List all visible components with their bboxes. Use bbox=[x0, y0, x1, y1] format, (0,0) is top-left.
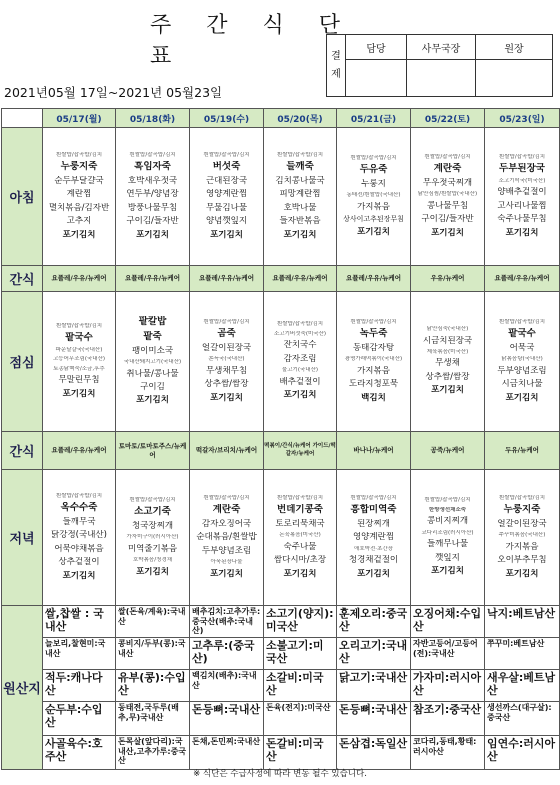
menu-cell: 흰쌀밥/잡곡밥/김치 누룽지죽 얼갈이된장국 쭈꾸미볶음(국내산) 가지볶음 오이부추무침 포기김치 bbox=[485, 470, 560, 606]
snack-cell: 공죽/뉴케어 bbox=[411, 432, 485, 470]
snack-cell: 요플레/우유/뉴케어 bbox=[43, 432, 116, 470]
origin-row bbox=[2, 736, 560, 770]
origin-cell: 쌀(돈육/계육):국내산 bbox=[116, 606, 190, 638]
origin-row bbox=[2, 606, 560, 638]
section-label-lunch: 점심 bbox=[2, 292, 43, 432]
origin-cell: 백김치(배추):국내산 bbox=[190, 670, 264, 702]
origin-cell: 코다리,동태,황태:러시아산 bbox=[411, 736, 485, 770]
snack-cell: 요플레/우유/뉴케어 bbox=[264, 266, 337, 292]
menu-cell: 흰쌀밥/잡곡밥/김치 누룽지죽 순두부달걀국 계란찜 멸치볶음/김자반 고추지 포기김치 bbox=[43, 128, 116, 266]
origin-cell: 배추김치:고추가루:중국산(배추:국내산) bbox=[190, 606, 264, 638]
origin-cell: 사골육수:호주산 bbox=[43, 736, 116, 770]
menu-cell: 흰쌀밥/잡곡밥/김치 팥국수 어묵국 닭볶음탕(국내산) 두부양념조림 시금치나물 포기김치 bbox=[485, 292, 560, 432]
section-label-snack: 간식 bbox=[2, 266, 43, 292]
menu-cell: 흰쌀밥/잡곡밥/김치 흥합미역죽 된장찌개 영양계란찜 애호박전·초간장 청경채겉절이 포기김치 bbox=[337, 470, 411, 606]
snack-cell: 토마토/토마토주스/뉴케어 bbox=[116, 432, 190, 470]
menu-cell: 흰쌀밥/잡곡밥/김치 소고기버섯죽(미국산) 잔치국수 감자조림 불고기(국내산) 배추겉절이 포기김치 bbox=[264, 292, 337, 432]
origin-cell: 유부(콩):수입산 bbox=[116, 670, 190, 702]
menu-cell: 흰쌀밥/잡곡밥/김치 팥국수 파운달걀국(국내산) 고등어무조림(국내산) 토종닭백숙/소금,후추 무말린무침 포기김치 bbox=[43, 292, 116, 432]
snack2-row bbox=[2, 432, 560, 470]
menu-cell: 흰쌀밥/잡곡밥/김치 흑임자죽 호박새우젓국 연두부/양념장 방풍나물무침 구이김/들자반 포기김치 bbox=[116, 128, 190, 266]
menu-cell: 흰쌀밥/잡곡밥/김치 버섯죽 근대된장국 영양계란찜 무물김나물 양념깻잎지 포기김치 bbox=[190, 128, 264, 266]
menu-cell: 닭안심죽(국내산) 시금치된장국 제육볶음(미국산) 무생채 상추쌈/쌈장 포기김치 bbox=[411, 292, 485, 432]
approval-col-manager: 사무국장 bbox=[407, 35, 476, 60]
origin-cell: 늘보리,찰현미:국내산 bbox=[43, 638, 116, 670]
snack-cell: 요플레/우유/뉴케어 bbox=[485, 266, 560, 292]
approval-col-director: 원장 bbox=[476, 35, 553, 60]
approval-sign-director[interactable] bbox=[476, 60, 553, 97]
approval-sign-manager[interactable] bbox=[407, 60, 476, 97]
footnote: ※ 식단은 수급사정에 따라 변동 될수 있습니다. bbox=[193, 769, 367, 779]
origin-cell: 참조기:중국산 bbox=[411, 702, 485, 736]
menu-cell: 팥칼밥 팥죽 팽이미소국 국내산돼지고기(국내산) 취나물/콩나물 구이김 포기김치 bbox=[116, 292, 190, 432]
lunch-row bbox=[2, 292, 560, 432]
origin-cell: 오징어채:수입산 bbox=[411, 606, 485, 638]
origin-cell: 자반고등어/고등어(전):국내산 bbox=[411, 638, 485, 670]
origin-cell: 돈갈비:미국산 bbox=[264, 736, 337, 770]
day-header: 05/19(수) bbox=[190, 109, 264, 128]
menu-cell: 흰쌀밥/잡곡밥/김치 들깨죽 김치콩나물국 피망계란찜 호박나물 들자반볶음 포기김치 bbox=[264, 128, 337, 266]
origin-cell: 돈목살(앞다리):국내산,고추가루:중국산 bbox=[116, 736, 190, 770]
origin-cell: 쭈꾸미:베트남산 bbox=[485, 638, 560, 670]
snack-cell: 우유/뉴케어 bbox=[411, 266, 485, 292]
snack-cell: 요플레/우유/뉴케어 bbox=[116, 266, 190, 292]
date-range: 2021년05월 17일~2021년 05월23일 bbox=[4, 85, 223, 100]
approval-table bbox=[326, 34, 553, 97]
day-header: 05/18(화) bbox=[116, 109, 190, 128]
menu-cell: 흰쌀밥/잡곡밥/김치 녹두죽 동태감자탕 광명가래떡볶이(국내산) 가지볶음 도라지청포묵 백김치 bbox=[337, 292, 411, 432]
origin-cell: 소불고기:미국산 bbox=[264, 638, 337, 670]
page-title: 주 간 식 단 표 bbox=[150, 13, 354, 69]
approval-col-staff: 담당 bbox=[346, 35, 407, 60]
origin-cell: 고추루:(중국산) bbox=[190, 638, 264, 670]
menu-cell: 흰쌀밥/잡곡밥/김치 한방생선채소죽 콩비지찌개 코다리조림(러시아산) 들깨무나물 깻잎지 포기김치 bbox=[411, 470, 485, 606]
origin-cell: 임연수:러시아산 bbox=[485, 736, 560, 770]
origin-row bbox=[2, 702, 560, 736]
snack-cell: 바나나/뉴케어 bbox=[337, 432, 411, 470]
snack1-row bbox=[2, 266, 560, 292]
day-header: 05/22(토) bbox=[411, 109, 485, 128]
origin-cell: 새우살:베트남산 bbox=[485, 670, 560, 702]
snack-cell: 두유/뉴케어 bbox=[485, 432, 560, 470]
dinner-row bbox=[2, 470, 560, 606]
day-header: 05/23(일) bbox=[485, 109, 560, 128]
day-header: 05/20(목) bbox=[264, 109, 337, 128]
snack-cell: 요플레/우유/뉴케어 bbox=[337, 266, 411, 292]
menu-table bbox=[1, 108, 560, 770]
menu-cell: 흰쌀밥/잡곡밥/김치 두유죽 누룽지 동태전/흰쌀밥(국내산) 가지볶음 상사이고추된장무침 포기김치 bbox=[337, 128, 411, 266]
origin-cell: 적두:캐나다산 bbox=[43, 670, 116, 702]
origin-cell: 콩비지/두부(콩):국내산 bbox=[116, 638, 190, 670]
section-label-snack: 간식 bbox=[2, 432, 43, 470]
day-header: 05/17(월) bbox=[43, 109, 116, 128]
origin-cell: 훈제오리:중국산 bbox=[337, 606, 411, 638]
origin-cell: 돈육(전지):미국산 bbox=[264, 702, 337, 736]
origin-cell: 가자미:러시아산 bbox=[411, 670, 485, 702]
section-label-dinner: 저녁 bbox=[2, 470, 43, 606]
menu-cell: 흰쌀밥/잡곡밥/김치 번데기콩죽 토로리묵채국 돈육볶음(미국산) 숙주나물 쌈다시마/초장 포기김치 bbox=[264, 470, 337, 606]
origin-row bbox=[2, 638, 560, 670]
origin-cell: 돈채,돈민찌:국내산 bbox=[190, 736, 264, 770]
origin-cell: 낙지:베트남산 bbox=[485, 606, 560, 638]
origin-cell: 돈등뼈:국내산 bbox=[190, 702, 264, 736]
approval-sign-staff[interactable] bbox=[346, 60, 407, 97]
origin-cell: 소고기(양지):미국산 bbox=[264, 606, 337, 638]
menu-cell: 흰쌀밥/잡곡밥/김치 곰죽 얼갈이된장국 쫀득국(국내산) 무생채무침 상추쌈/쌈장 포기김치 bbox=[190, 292, 264, 432]
origin-cell: 쌀,찹쌀 : 국내산 bbox=[43, 606, 116, 638]
section-label-breakfast: 아침 bbox=[2, 128, 43, 266]
origin-cell: 돈삼겹:독일산 bbox=[337, 736, 411, 770]
origin-cell: 동태전,국두루(배추,무)국내산 bbox=[116, 702, 190, 736]
origin-cell: 순두부:수입산 bbox=[43, 702, 116, 736]
day-header: 05/21(금) bbox=[337, 109, 411, 128]
section-label-origin: 원산지 bbox=[2, 606, 43, 770]
origin-cell: 오리고기:국내산 bbox=[337, 638, 411, 670]
menu-cell: 흰쌀밥/잡곡밥/김치 계란죽 무우젓국찌개 닭안심찜/흰쌀밥(국내산) 콩나물무침 구이김/들자반 포기김치 bbox=[411, 128, 485, 266]
day-header-row bbox=[2, 109, 560, 128]
menu-cell: 흰쌀밥/잡곡밥/김치 옥수수죽 들깨무국 닭강정(국내산) 어묵야채볶음 상추겉절이 포기김치 bbox=[43, 470, 116, 606]
menu-cell: 흰쌀밥/잡곡밥/김치 소고기죽 청국장찌개 가자미구이(러시아산) 미역줄기볶음 호박볶음/청경채 포기김치 bbox=[116, 470, 190, 606]
origin-cell: 생선까스(대구살):중국산 bbox=[485, 702, 560, 736]
snack-cell: 요플레/우유/뉴케어 bbox=[190, 266, 264, 292]
snack-cell: 요플레/우유/뉴케어 bbox=[43, 266, 116, 292]
menu-cell: 흰쌀밥/잡곡밥/김치 계란죽 감자오징어국 순대볶음/흰쌀밥 두부양념조림 아욱된장나물 포기김치 bbox=[190, 470, 264, 606]
origin-row bbox=[2, 670, 560, 702]
breakfast-row bbox=[2, 128, 560, 266]
snack-cell: 떡볶이/간식/뉴케어 가이드/떡갈자/뉴케어 bbox=[264, 432, 337, 470]
snack-cell: 떡갈자/브리치/뉴케어 bbox=[190, 432, 264, 470]
menu-cell: 흰쌀밥/잡곡밥/김치 두부된장국 소고기떡국(미국산) 양배추겉절이 고사리나물찜 숙주나물무침 포기김치 bbox=[485, 128, 560, 266]
approval-label: 결 제 bbox=[327, 35, 346, 97]
origin-cell: 소갈비:미국산 bbox=[264, 670, 337, 702]
origin-cell: 닭고기:국내산 bbox=[337, 670, 411, 702]
origin-cell: 돈등뼈:국내산 bbox=[337, 702, 411, 736]
